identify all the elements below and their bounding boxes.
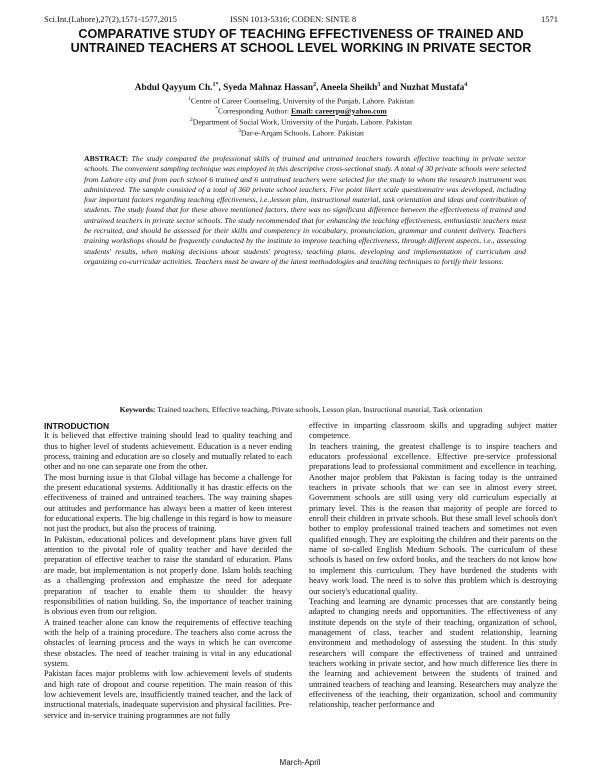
page-number: 1571 (541, 14, 558, 24)
affil-text: Dar-e-Arqam Schools, Lahore. Pakistan (240, 128, 364, 138)
corresponding-author (44, 106, 558, 116)
author-sup: 2 (313, 82, 317, 88)
paragraph: It is believed that effective training should lead to quality teaching and thus to higher level of students achievement. Education is a never ending process, training and education are so closely and mutually related to each other and no one can separate one from the other. (44, 431, 292, 472)
affil-text: Centre of Career Counseling, University of the Punjab, Lahore. Pakistan (190, 96, 414, 106)
affil-sup: 1 (188, 96, 191, 102)
journal-citation: Sci.Int.(Lahore),27(2),1571-1577,2015 (44, 14, 177, 24)
paragraph: Pakistan faces major problems with low achievement levels of students and high rate of dropout and course repetition. The main reason of this low achievement levels are, insufficiently trained teacher, and the lack of instructional materials, inadequate supervision and physical facilities. Pre-service and in-service training programmes are not fully (44, 669, 292, 720)
affiliation-3 (44, 128, 558, 138)
paragraph: The most burning issue is that Global village has become a challenge for the present educational systems. Additionally it has drastic effects on the effectiveness of trained and untrained teachers. The way training shapes our attitudes and performance has always been a matter of keen interest for educational experts. The big challenge in this regard is how to measure not just the product, but also the process of training. (44, 472, 292, 534)
author-sep: , (218, 83, 224, 94)
page-footer: March-April (279, 758, 321, 767)
keywords (44, 405, 558, 414)
author-sup: 3 (377, 82, 381, 88)
affil-sup: * (215, 106, 218, 112)
right-column (309, 421, 557, 711)
author-name: Nuzhat Mustafa (399, 83, 465, 94)
author-name: Aneela Sheikh (320, 83, 378, 94)
abstract-text: The study compared the professional skills of trained and untrained teachers towards effective teaching in private sector schools. The convenient sampling technique was employed in this descriptive cross-sectional study. A total of 30 private schools were selected from Lahore city and from each school 6 trained and 6 untrained teachers were selected for the study to whom the research instrument was administered. The sample consisted of a total of 360 private school teachers. Five point likert scale questionnaire was developed, including four important factors regarding teaching effectiveness, i.e.,lesson plan, instructional material, task orientation and ideas and contribution of students. The study found that for these above mentioned factors, there was no significant difference between the effectiveness of trained and untrained teachers in private sector schools. The study recommended that for enhancing the teaching effectiveness, enthusiastic teachers must be recruited, and should be assessed for their skills and competency in vocabulary, pronunciation, grammar and content delivery. Teachers training workshops should be frequently conducted by the institute to improve teaching effectiveness, through different aspects, i.e., assessing students' results, when making decisions about students' progress, teaching plans, developing and implementation of curriculum and organizing co-curricular activities. Teachers must be aware of the latest methodologies and teaching techniques to fortify their lessons. (84, 154, 526, 266)
author-name: Abdul Qayyum Ch. (134, 83, 213, 94)
section-heading: INTRODUCTION (44, 421, 110, 431)
email-link[interactable]: Email: careerpu@yahoo.com (290, 106, 387, 116)
affil-text: Corresponding Author: (217, 106, 291, 116)
author-sep: and (380, 83, 400, 94)
abstract (84, 154, 526, 267)
author-name: Syeda Mahnaz Hassan (223, 83, 314, 94)
paragraph: A trained teacher alone can know the requirements of effective teaching with the help of a training procedure. The teachers also come across the obstacles of learning process and the ways in which he can overcome these obstacles. The need of teacher training is vital in any educational system. (44, 617, 292, 668)
paragraph: effective in imparting classroom skills and upgrading subject matter competence. (309, 421, 557, 441)
paragraph: Teaching and learning are dynamic processes that are constantly being adapted to changing needs and opportunities. The effectiveness of any institute depends on the style of their teaching, organization of school, management of class, teacher and student relationship, learning environment and methodology of assessing the student. In this study researchers will compare the effectiveness of trained and untrained teachers working in private sector, and how much difference lies there in the learning and achievement between the students of trained and untrained teachers of teaching and learning. Researchers may analyze the effectiveness of the teaching, their organization, school and community relationship, teacher performance and (309, 596, 557, 710)
paragraph: In Pakistan, educational polices and development plans have given full attention to the pivotal role of quality teacher and have decided the preparation of effective teacher to raise the standard of education. Plans are made, but implementation is not properly done. Islam holds teaching as a challenging profession and emphasize the need for adequate preparation of teacher to enable them to shoulder the heavy responsibilities of nation building. So, the importance of teacher training is obvious even from our religion. (44, 534, 292, 617)
affil-sup: 3 (238, 128, 241, 134)
author-sup: 4 (464, 82, 468, 88)
keywords-label: Keywords: (119, 405, 156, 414)
author-sep: , (316, 83, 321, 94)
abstract-label: ABSTRACT: (84, 154, 129, 163)
affil-sup: 2 (190, 117, 193, 123)
keywords-text: Trained teachers, Effective teaching, Private schools, Lesson plan, Instructional material, Task orientation (155, 405, 483, 414)
paragraph: In teachers training, the greatest challenge is to inspire teachers and educators professional excellence. Effective pre-service professional preparations lead to professional commitment and excellence in teaching. Another major problem that Pakistan is facing today is the untrained teachers in private schools that we can see in almost every street. Government schools are still using very old curriculum especially at primary level. This is the reason that majority of people are forced to enroll their children in private schools. But these small level schools don't bother to employ professional trained teachers and sometimes not even qualified enough. They are exploiting the children and their parents on the name of so-called English Medium Schools. The curriculum of these schools is based on few oxford books, and the teachers do not know how to implement this curriculum. They have burdened the students with heavy work load. The need is to solve this problem which is destroying our society's educational quality. (309, 441, 557, 596)
affiliation-2 (44, 117, 558, 127)
author-sup: 1* (212, 82, 219, 88)
paper-title: COMPARATIVE STUDY OF TEACHING EFFECTIVENESS OF TRAINED AND UNTRAINED TEACHERS AT SCHOOL LEVEL WORKING IN PRIVATE SECTOR (70, 27, 532, 56)
affiliation-1 (44, 96, 558, 106)
left-column (44, 421, 292, 721)
issn-coden: ISSN 1013-5316; CODEN: SINTE 8 (230, 14, 357, 24)
affil-text: Department of Social Work, University of the Punjab, Lahore. Pakistan (192, 117, 412, 127)
author-list (44, 82, 558, 93)
